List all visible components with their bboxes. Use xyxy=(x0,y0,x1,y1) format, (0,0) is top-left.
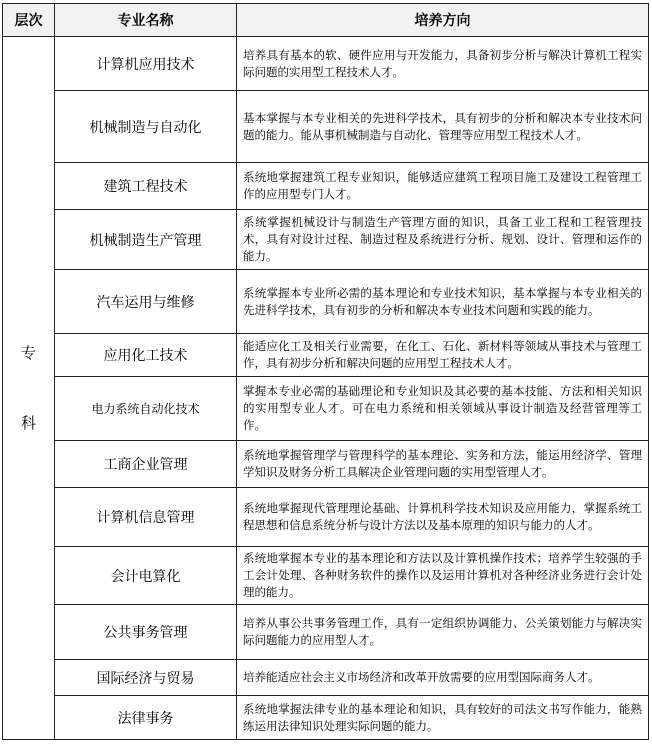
major-name: 建筑工程技术 xyxy=(55,163,237,210)
program-table-wrapper xyxy=(2,3,649,740)
table-header-row xyxy=(3,4,649,37)
table-row xyxy=(3,660,649,696)
header-major-name: 专业名称 xyxy=(55,4,237,37)
table-row xyxy=(3,163,649,210)
major-direction: 基本掌握与本专业相关的先进科学技术，具有初步的分析和解决本专业技术问题的能力。能从事机械制造与自动化、管理等应用型工程技术人才。 xyxy=(237,91,649,163)
major-name: 计算机应用技术 xyxy=(55,37,237,91)
major-direction: 培养具有基本的软、硬件应用与开发能力，具备初步分析与解决计算机工程实际问题的实用型工程技术人才。 xyxy=(237,37,649,91)
table-row xyxy=(3,441,649,488)
major-name: 会计电算化 xyxy=(55,547,237,605)
level-cell xyxy=(3,37,55,740)
major-name: 公共事务管理 xyxy=(55,605,237,660)
level-char-2: 科 xyxy=(20,414,36,432)
major-direction: 掌握本专业必需的基础理论和专业知识及其必要的基本技能、方法和相关知识的实用型专业人才。可在电力系统和相关领域从事设计制造及经营管理等工作。 xyxy=(237,377,649,441)
major-direction: 能适应化工及相关行业需要，在化工、石化、新材料等领域从事技术与管理工作，具有初步分析和解决问题的应用型工程技术人才。 xyxy=(237,334,649,377)
program-table xyxy=(2,3,649,740)
table-row xyxy=(3,37,649,91)
table-row xyxy=(3,605,649,660)
level-char-1: 专 xyxy=(20,344,36,362)
major-name: 应用化工技术 xyxy=(55,334,237,377)
table-row xyxy=(3,547,649,605)
header-direction: 培养方向 xyxy=(237,4,649,37)
major-name: 汽车运用与维修 xyxy=(55,270,237,334)
table-row xyxy=(3,210,649,270)
major-name: 电力系统自动化技术 xyxy=(55,377,237,441)
major-direction: 系统掌握机械设计与制造生产管理方面的知识，具备工业工程和工程管理技术，具有对设计过程、制造过程及系统进行分析、规划、设计、管理和运作的能力。 xyxy=(237,210,649,270)
major-direction: 培养能适应社会主义市场经济和改革开放需要的应用型国际商务人才。 xyxy=(237,660,649,696)
major-name: 机械制造生产管理 xyxy=(55,210,237,270)
major-name: 法律事务 xyxy=(55,696,237,740)
major-direction: 系统地掌握管理学与管理科学的基本理论、实务和方法，能运用经济学、管理学知识及财务分析工具解决企业管理问题的实用型管理人才。 xyxy=(237,441,649,488)
table-row xyxy=(3,377,649,441)
major-direction: 系统掌握本专业所必需的基本理论和专业技术知识，基本掌握与本专业相关的先进科学技术，具有初步的分析和解决本专业技术问题和实践的能力。 xyxy=(237,270,649,334)
major-name: 工商企业管理 xyxy=(55,441,237,488)
table-row xyxy=(3,696,649,740)
table-row xyxy=(3,334,649,377)
major-direction: 系统地掌握现代管理理论基础、计算机科学技术知识及应用能力，掌握系统工程思想和信息系统分析与设计方法以及基本原理的知识与能力的人才。 xyxy=(237,488,649,547)
major-name: 计算机信息管理 xyxy=(55,488,237,547)
table-row xyxy=(3,270,649,334)
major-direction: 系统地掌握法律专业的基本理论和知识，具有较好的司法文书写作能力，能熟练运用法律知识处理实际问题的能力。 xyxy=(237,696,649,740)
major-direction: 系统地掌握建筑工程专业知识，能够适应建筑工程项目施工及建设工程管理工作的应用型专门人才。 xyxy=(237,163,649,210)
table-row xyxy=(3,91,649,163)
table-row xyxy=(3,488,649,547)
major-direction: 系统地掌握本专业的基本理论和方法以及计算机操作技术；培养学生较强的手工会计处理、各种财务软件的操作以及运用计算机对各种经济业务进行会计处理的能力。 xyxy=(237,547,649,605)
major-name: 机械制造与自动化 xyxy=(55,91,237,163)
major-name: 国际经济与贸易 xyxy=(55,660,237,696)
header-level: 层次 xyxy=(3,4,55,37)
major-direction: 培养从事公共事务管理工作，具有一定组织协调能力、公关策划能力与解决实际问题能力的应用型人才。 xyxy=(237,605,649,660)
